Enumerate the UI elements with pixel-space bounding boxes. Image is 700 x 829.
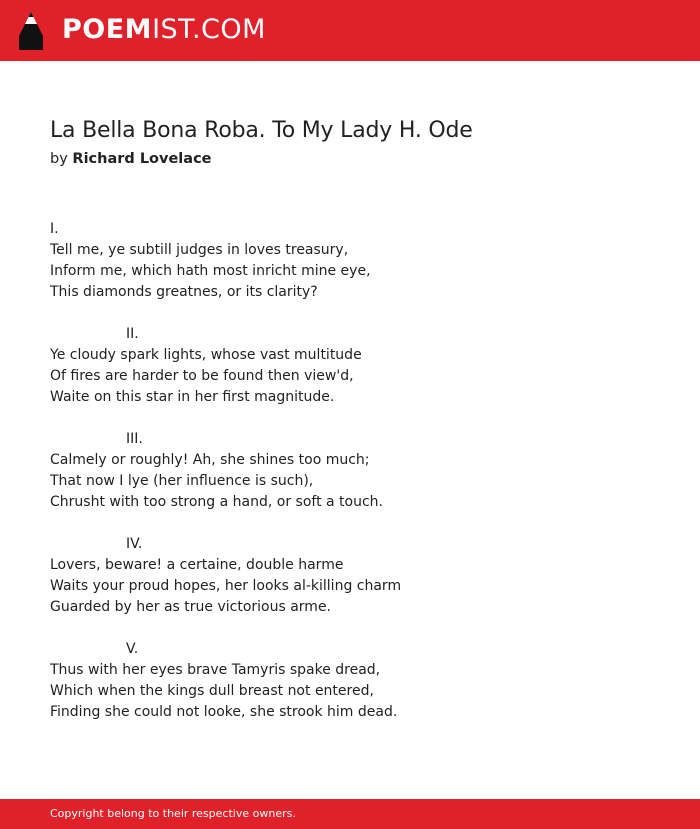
stanza bbox=[50, 534, 650, 618]
logo-light-text: IST.COM bbox=[152, 14, 266, 45]
poem-body bbox=[50, 219, 650, 744]
poem-line: This diamonds greatnes, or its clarity? bbox=[50, 284, 318, 300]
stanza bbox=[50, 639, 650, 723]
stanza bbox=[50, 429, 650, 513]
poem-title: La Bella Bona Roba. To My Lady H. Ode bbox=[50, 118, 473, 143]
stanza-number: IV. bbox=[126, 536, 143, 552]
poem-line: Thus with her eyes brave Tamyris spake dread, bbox=[50, 662, 381, 678]
stanza-number: I. bbox=[50, 221, 59, 237]
by-label: by bbox=[50, 151, 68, 167]
byline bbox=[50, 149, 212, 169]
poem-line: Calmely or roughly! Ah, she shines too much; bbox=[50, 452, 370, 468]
poem-line: Finding she could not looke, she strook him dead. bbox=[50, 704, 398, 720]
site-header bbox=[0, 0, 700, 61]
poem-line: Tell me, ye subtill judges in loves treasury, bbox=[50, 242, 349, 258]
poem-line: Inform me, which hath most inricht mine eye, bbox=[50, 263, 371, 279]
stanza bbox=[50, 324, 650, 408]
poem-line: Waite on this star in her first magnitude. bbox=[50, 389, 335, 405]
stanza-number: II. bbox=[126, 326, 139, 342]
poem-line: Ye cloudy spark lights, whose vast multitude bbox=[50, 347, 362, 363]
site-logo[interactable] bbox=[62, 14, 266, 46]
poem-line: Waits your proud hopes, her looks al-killing charm bbox=[50, 578, 402, 594]
stanza-number: V. bbox=[126, 641, 139, 657]
poem-line: Lovers, beware! a certaine, double harme bbox=[50, 557, 344, 573]
poem-line: Chrusht with too strong a hand, or soft a touch. bbox=[50, 494, 383, 510]
poem-line: Guarded by her as true victorious arme. bbox=[50, 599, 332, 615]
poem-line: That now I lye (her influence is such), bbox=[50, 473, 314, 489]
site-footer bbox=[0, 799, 700, 829]
stanza-number: III. bbox=[126, 431, 143, 447]
poem-line: Which when the kings dull breast not entered, bbox=[50, 683, 374, 699]
author-name: Richard Lovelace bbox=[72, 151, 212, 167]
stanza bbox=[50, 219, 650, 303]
poem-line: Of fires are harder to be found then view'd, bbox=[50, 368, 354, 384]
pencil-logo-icon[interactable] bbox=[18, 10, 44, 52]
logo-bold-text: POEM bbox=[62, 14, 153, 45]
copyright-text: Copyright belong to their respective owners. bbox=[50, 807, 296, 820]
